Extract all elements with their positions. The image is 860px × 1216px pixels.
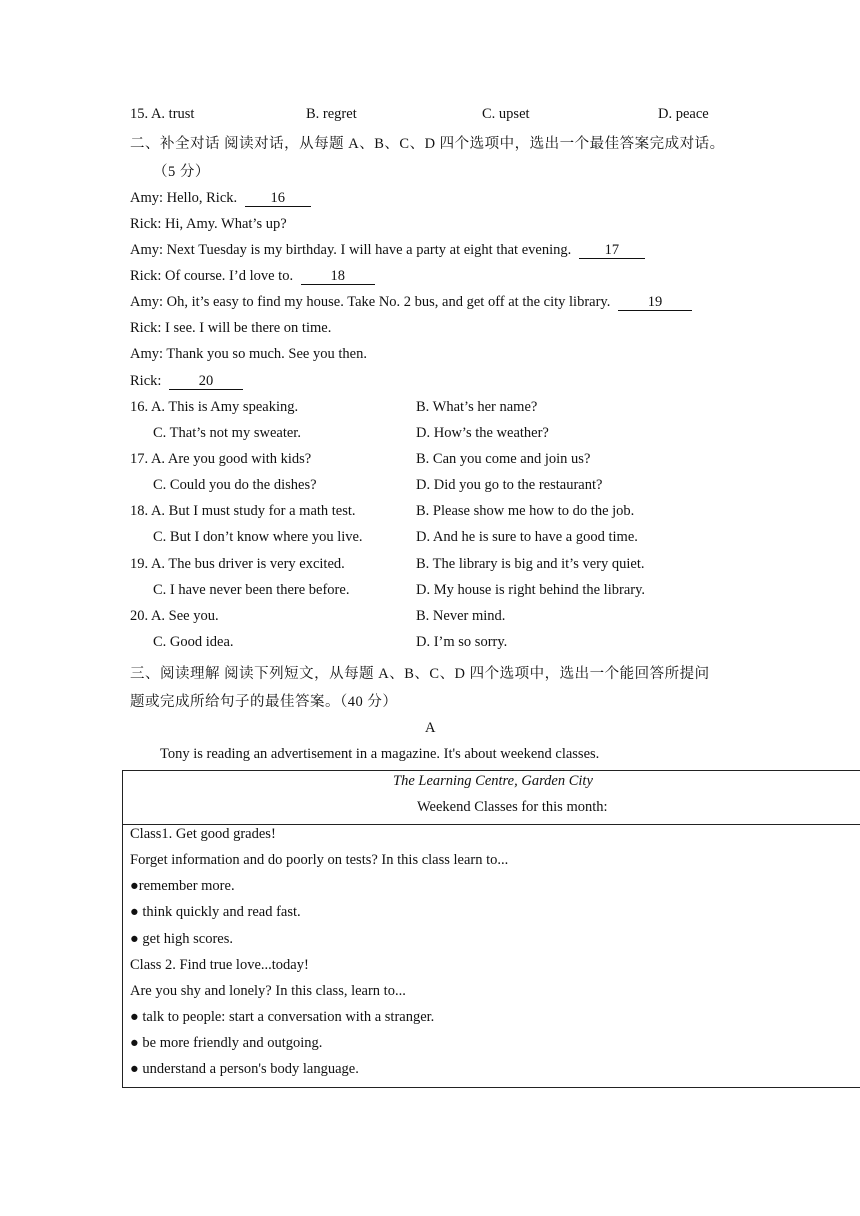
option-b: B. The library is big and it’s very quiet. [416, 556, 645, 572]
option-a: 17. A. Are you good with kids? [130, 451, 312, 467]
section2-heading: 二、补全对话 阅读对话，从每题 A、B、C、D 四个选项中，选出一个最佳答案完成对话。 [130, 136, 725, 152]
dialogue-line: Rick: I see. I will be there on time. [130, 320, 332, 336]
option-a: 19. A. The bus driver is very excited. [130, 556, 345, 572]
advertisement-box [122, 770, 860, 1088]
option-a: 20. A. See you. [130, 608, 219, 624]
dialogue-line: Rick: 20 [130, 373, 243, 390]
passage-label: A [425, 720, 436, 736]
option-c: C. Could you do the dishes? [153, 477, 317, 493]
ad-line: ● be more friendly and outgoing. [130, 1035, 323, 1051]
option-c: C. I have never been there before. [153, 582, 350, 598]
section3-heading-cont: 题或完成所给句子的最佳答案。（40 分） [130, 694, 398, 710]
option-d: D. And he is sure to have a good time. [416, 529, 638, 545]
option-d: D. I’m so sorry. [416, 634, 508, 650]
section2-score: （5 分） [153, 164, 210, 180]
option-b: B. Never mind. [416, 608, 506, 624]
option-d: D. My house is right behind the library. [416, 582, 646, 598]
ad-line: Forget information and do poorly on tests? In this class learn to... [130, 852, 509, 868]
ad-line: ● think quickly and read fast. [130, 904, 301, 920]
option-b: B. Can you come and join us? [416, 451, 591, 467]
answer-blank-17[interactable]: 17 [579, 243, 645, 259]
answer-blank-16[interactable]: 16 [245, 191, 311, 207]
dialogue-line: Amy: Oh, it’s easy to find my house. Take No. 2 bus, and get off at the city library. 19 [130, 294, 692, 311]
dialogue-line: Rick: Hi, Amy. What’s up? [130, 216, 287, 232]
answer-blank-18[interactable]: 18 [301, 269, 375, 285]
dialogue-line: Rick: Of course. I’d love to. 18 [130, 268, 375, 285]
ad-line: Class 2. Find true love...today! [130, 957, 309, 973]
q15-option-d: D. peace [658, 106, 709, 122]
option-b: B. Please show me how to do the job. [416, 503, 635, 519]
dialogue-line: Amy: Thank you so much. See you then. [130, 346, 367, 362]
option-c: C. That’s not my sweater. [153, 425, 301, 441]
passage-intro: Tony is reading an advertisement in a magazine. It's about weekend classes. [160, 746, 600, 762]
dialogue-line: Amy: Next Tuesday is my birthday. I will have a party at eight that evening. 17 [130, 242, 645, 259]
q15-option-a: 15. A. trust [130, 106, 195, 122]
ad-subtitle: Weekend Classes for this month: [417, 799, 608, 815]
dialogue-line: Amy: Hello, Rick. 16 [130, 190, 311, 207]
q15-option-b: B. regret [306, 106, 357, 122]
option-d: D. How’s the weather? [416, 425, 549, 441]
option-b: B. What’s her name? [416, 399, 538, 415]
ad-divider [123, 824, 860, 825]
answer-blank-19[interactable]: 19 [618, 295, 692, 311]
option-c: C. But I don’t know where you live. [153, 529, 363, 545]
ad-line: ● understand a person's body language. [130, 1061, 359, 1077]
ad-line: Class1. Get good grades! [130, 826, 276, 842]
option-a: 16. A. This is Amy speaking. [130, 399, 299, 415]
ad-title: The Learning Centre, Garden City [393, 773, 593, 789]
ad-line: Are you shy and lonely? In this class, learn to... [130, 983, 406, 999]
option-c: C. Good idea. [153, 634, 234, 650]
q15-option-c: C. upset [482, 106, 530, 122]
ad-line: ●remember more. [130, 878, 235, 894]
ad-line: ● talk to people: start a conversation with a stranger. [130, 1009, 435, 1025]
option-d: D. Did you go to the restaurant? [416, 477, 603, 493]
ad-line: ● get high scores. [130, 931, 233, 947]
section3-heading: 三、阅读理解 阅读下列短文，从每题 A、B、C、D 四个选项中，选出一个能回答所提问 [130, 666, 710, 682]
option-a: 18. A. But I must study for a math test. [130, 503, 356, 519]
answer-blank-20[interactable]: 20 [169, 374, 243, 390]
